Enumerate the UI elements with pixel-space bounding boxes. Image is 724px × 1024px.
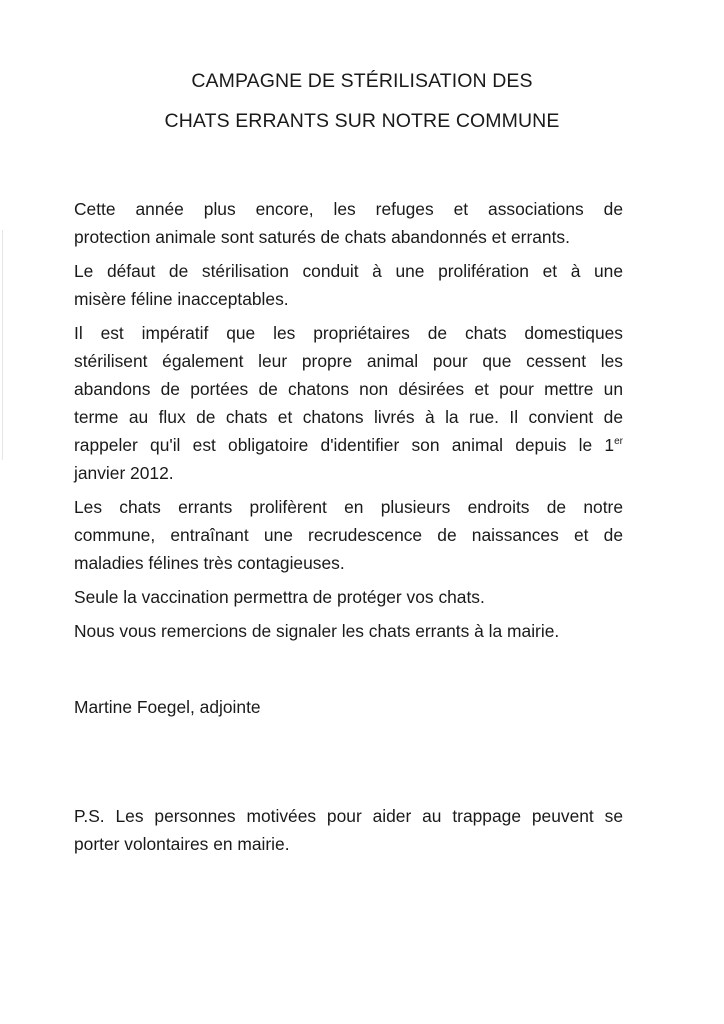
paragraph-line: stérilisent également leur propre animal pour que cessent les [74, 351, 623, 371]
paragraph-line: Seule la vaccination permettra de protéger vos chats. [74, 587, 485, 607]
postscript [74, 802, 623, 858]
scan-edge-mark [2, 230, 3, 460]
paragraph-vaccination [74, 583, 623, 611]
signature: Martine Foegel, adjointe [74, 697, 261, 717]
paragraph-line-with-sup [74, 431, 623, 459]
paragraph-line: terme au flux de chats et chatons livrés à la rue. Il convient de [74, 407, 623, 427]
paragraph-sterilisation [74, 257, 623, 313]
ordinal-superscript: er [614, 436, 623, 447]
document-title-line-1: CAMPAGNE DE STÉRILISATION DES [191, 70, 533, 92]
paragraph-report [74, 617, 623, 645]
paragraph-line: Les chats errants prolifèrent en plusieurs endroits de notre [74, 497, 623, 517]
paragraph-line: Le défaut de stérilisation conduit à une prolifération et à une [74, 261, 623, 281]
postscript-line: P.S. Les personnes motivées pour aider au trappage peuvent se [74, 806, 623, 826]
document-title-line-2: CHATS ERRANTS SUR NOTRE COMMUNE [164, 110, 560, 132]
paragraph-line: protection animale sont saturés de chats abandonnés et errants. [74, 227, 570, 247]
postscript-line: porter volontaires en mairie. [74, 834, 290, 854]
paragraph-line: janvier 2012. [74, 463, 174, 483]
paragraph-line: Nous vous remercions de signaler les chats errants à la mairie. [74, 621, 560, 641]
paragraph-line: Cette année plus encore, les refuges et associations de [74, 199, 623, 219]
paragraph-saturation [74, 195, 623, 251]
paragraph-line-text: rappeler qu'il est obligatoire d'identifier son animal depuis le 1 [74, 435, 615, 455]
paragraph-line: Il est impératif que les propriétaires de chats domestiques [74, 323, 623, 343]
paragraph-line: misère féline inacceptables. [74, 289, 289, 309]
paragraph-line: maladies félines très contagieuses. [74, 553, 345, 573]
paragraph-line: commune, entraînant une recrudescence de naissances et de [74, 525, 623, 545]
paragraph-stray-cats [74, 493, 623, 577]
paragraph-owners [74, 319, 623, 487]
document-body [74, 195, 623, 645]
paragraph-line: abandons de portées de chatons non désirées et pour mettre un [74, 379, 623, 399]
